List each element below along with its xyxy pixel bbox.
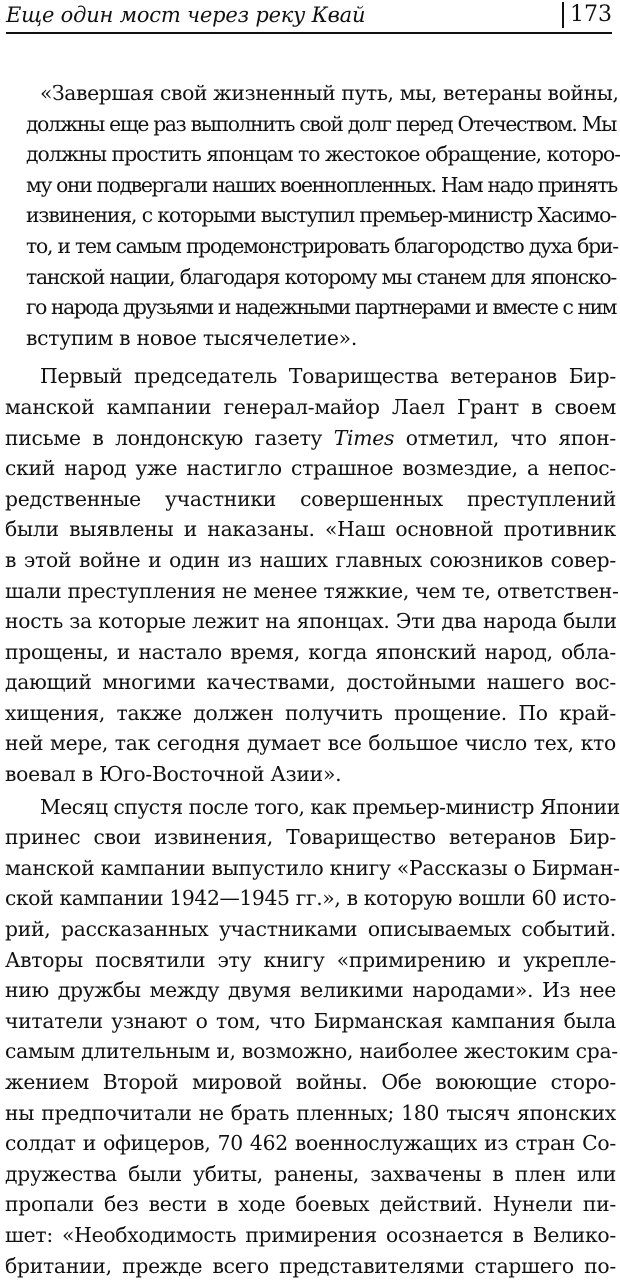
text-line: Месяц спустя после того, как премьер-министр Японии xyxy=(40,794,620,819)
text-line: жением Второй мировой войны. Обе воюющие сторо- xyxy=(5,1070,616,1094)
text-line: пропали без вести в ходе боевых действий. Нунели пи- xyxy=(5,1192,616,1217)
running-header xyxy=(6,2,612,34)
text-line: самым длительным и, возможно, наиболее жестоким сра- xyxy=(5,1039,618,1064)
text-line: му они подвергали наших военнопленных. Нам надо принять xyxy=(26,172,617,197)
running-title: Еще один мост через реку Квай xyxy=(6,3,366,27)
text-line: дружества были убиты, ранены, захвачены в плен или xyxy=(5,1161,616,1186)
text-line: ский народ уже настигло страшное возмездие, а непос- xyxy=(5,456,616,481)
text-line xyxy=(0,423,620,454)
text-line: извинения, с которыми выступил премьер-министр Хасимо- xyxy=(26,203,617,228)
body-text xyxy=(0,78,620,1281)
text-line: были выявлены и наказаны. «Наш основной противник xyxy=(5,517,616,542)
text-line: дающий многими качествами, достойными нашего вос- xyxy=(5,670,616,695)
text-line: прощены, и настало время, когда японский народ, обла- xyxy=(5,639,616,664)
text-line: принес свои извинения, Товарищество ветеранов Бир- xyxy=(5,825,616,850)
text-line: ской кампании 1942—1945 гг.», в которую вошли 60 исто- xyxy=(5,886,616,911)
text-line: в этой войне и один из наших главных союзников совер- xyxy=(5,547,616,572)
veterans-quote-block xyxy=(0,78,620,353)
text-line: «Завершая свой жизненный путь, мы, ветераны войны, xyxy=(40,81,619,105)
text-line: шали преступления не менее тяжкие, чем те, ответствен- xyxy=(5,578,619,603)
text-line: манской кампании выпустило книгу «Рассказы о Бирман- xyxy=(5,855,620,880)
text-line: солдат и офицеров, 70 462 военнослужащих из стран Со- xyxy=(5,1131,616,1156)
text-line: нию дружбы между двумя великими народами». Из нее xyxy=(5,978,616,1003)
text-line: редственные участники совершенных преступлений xyxy=(5,486,616,511)
text-line: Первый председатель Товарищества ветеранов Бир- xyxy=(40,364,616,389)
text-line: шет: «Необходимость примирения осознается в Велико- xyxy=(5,1222,616,1247)
page-number: 173 xyxy=(562,2,612,28)
text-fragment: письме в лондонскую газету xyxy=(5,425,334,450)
text-line: британии, прежде всего представителями старшего по- xyxy=(5,1253,616,1278)
paragraph-grant-letter xyxy=(0,361,620,789)
newspaper-name: Times xyxy=(333,425,395,450)
text-line: Авторы посвятили эту книгу «примирению и укрепле- xyxy=(5,947,616,972)
text-line: читатели узнают о том, что Бирманская кампания была xyxy=(5,1008,616,1033)
text-line: хищения, также должен получить прощение. По край- xyxy=(5,700,616,725)
text-line: манской кампании генерал-майор Лаел Грант в своем xyxy=(5,394,616,419)
text-line: воевал в Юго-Восточной Азии». xyxy=(5,762,342,787)
text-fragment: отметил, что япон- xyxy=(394,425,616,450)
text-line: ней мере, так сегодня думает все большое число тех, кто xyxy=(5,731,616,756)
text-line: танской нации, благодаря которому мы станем для японско- xyxy=(26,264,616,289)
text-line: ность за которые лежит на японцах. Эти два народа были xyxy=(5,609,617,634)
text-line: должны простить японцам то жестокое обращение, которо- xyxy=(26,142,620,167)
text-line: то, и тем самым продемонстрировать благородство духа бри- xyxy=(26,233,618,258)
text-line: вступим в новое тысячелетие». xyxy=(26,325,358,350)
text-line: го народа друзьями и надежными партнерами и вместе с ним xyxy=(26,295,616,320)
text-line: рий, рассказанных участниками описываемых событий. xyxy=(5,917,616,942)
text-line: должны еще раз выполнить свой долг перед Отечеством. Мы xyxy=(26,111,616,136)
text-line: ны предпочитали не брать пленных; 180 тысяч японских xyxy=(5,1100,616,1125)
paragraph-book-release xyxy=(0,792,620,1281)
